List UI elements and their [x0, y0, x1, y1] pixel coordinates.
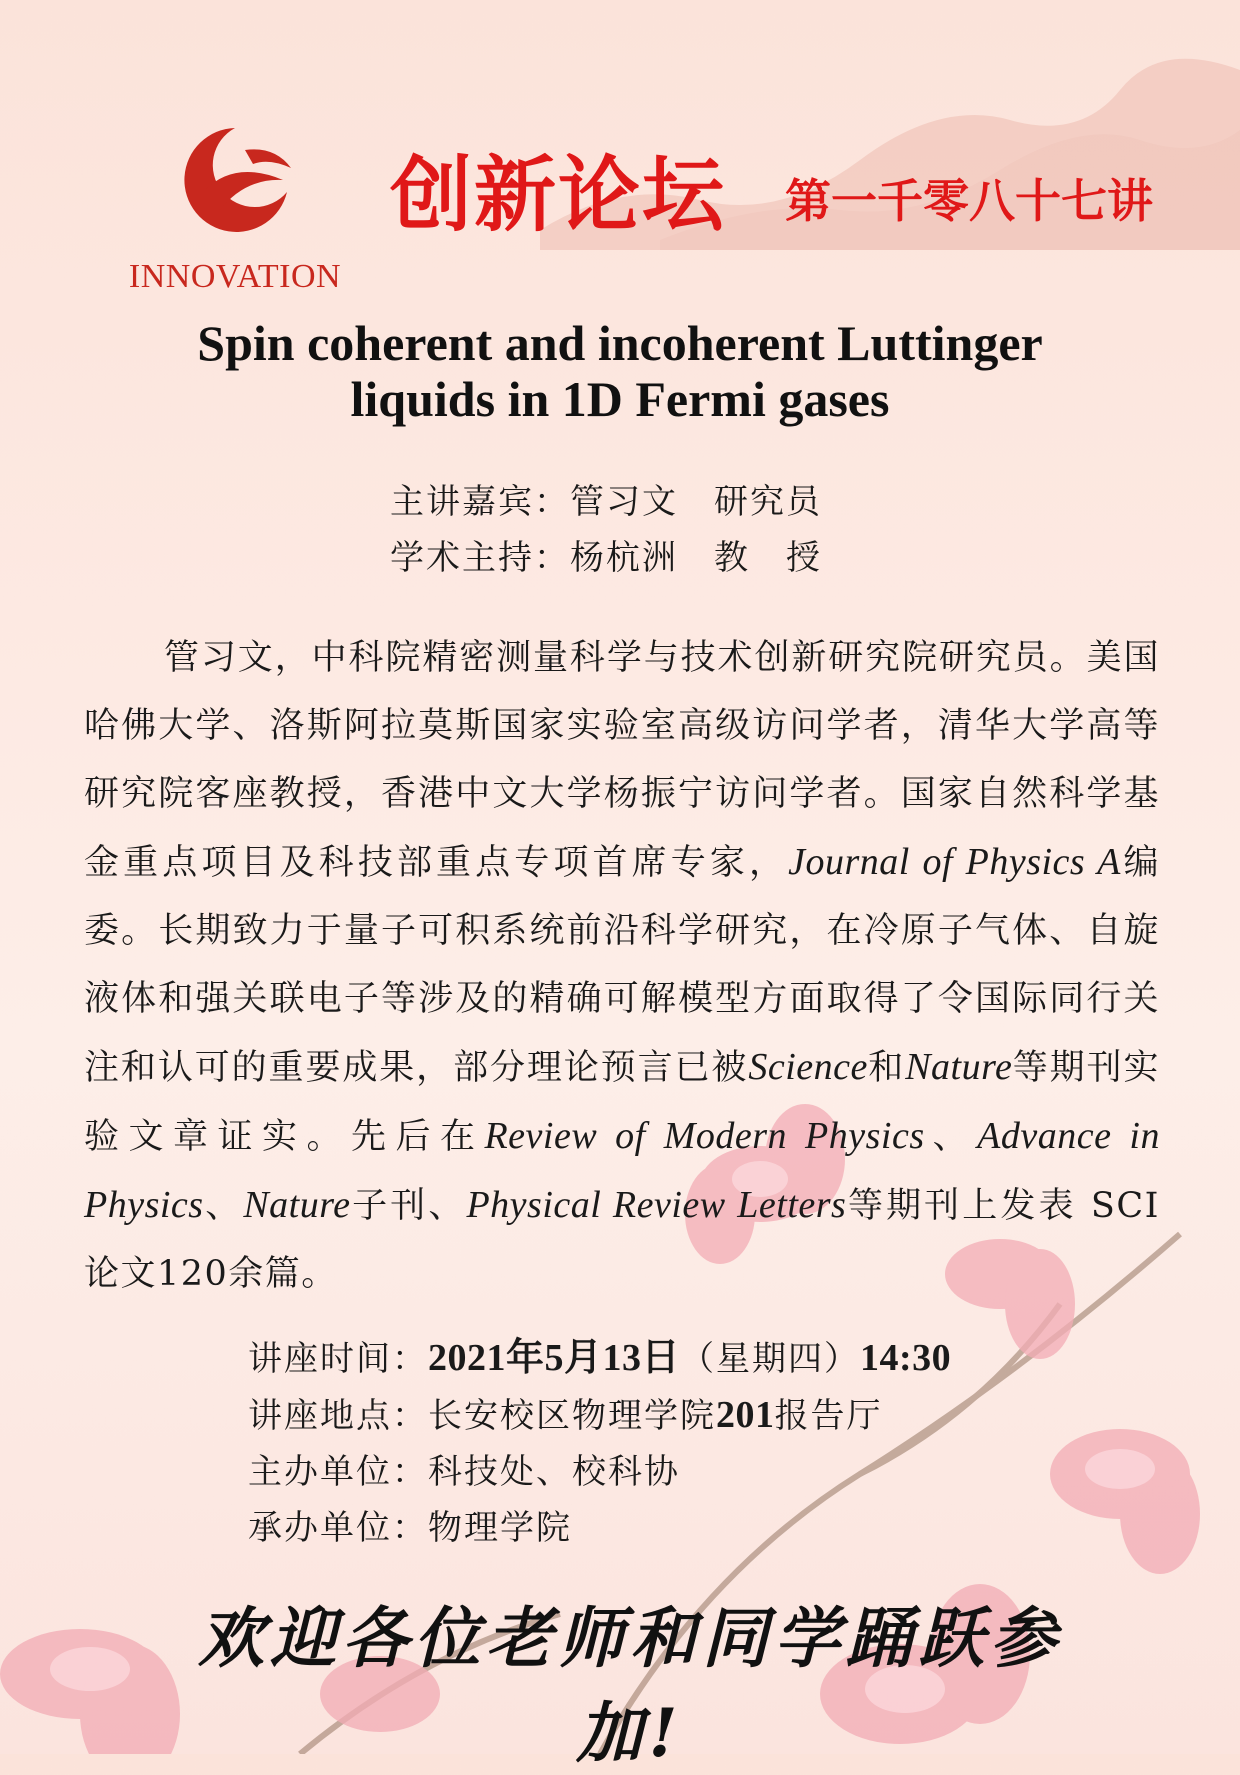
place-row: [248, 1387, 951, 1444]
place-hall: 报告厅: [774, 1396, 883, 1436]
journal-rmp: Review of Modern Physics: [484, 1115, 925, 1157]
organizer-row: [248, 1444, 951, 1500]
talk-title: [120, 315, 1120, 427]
host-row: [390, 530, 822, 586]
undertaker-row: [248, 1500, 951, 1556]
time-date: 2021年5月13日: [428, 1337, 681, 1379]
lecture-details: [248, 1330, 951, 1556]
forum-title: 创新论坛: [390, 148, 727, 243]
host-name: 杨杭洲 教 授: [570, 538, 822, 578]
bio-text-4: 子刊、: [350, 1186, 467, 1226]
speaker-biography: [84, 624, 1160, 1308]
talk-title-line-1: Spin coherent and incoherent Luttinger: [197, 315, 1043, 371]
journal-science: Science: [748, 1046, 868, 1088]
journal-name: Journal of Physics A: [788, 841, 1121, 883]
talk-title-line-2: liquids in 1D Fermi gases: [350, 371, 890, 427]
place-room: 201: [716, 1394, 775, 1436]
bio-text-3: 等期刊实验文章证实。先后在: [84, 1048, 1160, 1157]
host-label: 学术主持：: [390, 538, 570, 578]
time-row: [248, 1330, 951, 1387]
logo-text: INNOVATION: [128, 258, 342, 295]
undertaker-label: 承办单位：: [248, 1508, 428, 1548]
time-clock: 14:30: [860, 1337, 952, 1379]
journal-nature: Nature: [905, 1046, 1013, 1088]
place-campus: 长安校区物理学院: [428, 1396, 716, 1436]
bio-text-1: 管习文，中科院精密测量科学与技术创新研究院研究员。美国哈佛大学、洛斯阿拉莫斯国家实验室高级访问学者，清华大学高等研究院客座教授，香港中文大学杨振宁访问学者。国家自然科学基金重点项目及科技部重点专项首席专家，: [84, 638, 1160, 883]
place-label: 讲座地点：: [248, 1396, 428, 1436]
speaker-name: 管习文 研究员: [570, 482, 822, 522]
speaker-and-host: [390, 474, 822, 586]
bio-text-5: 等期刊上发表 SCI 论文120余篇。: [84, 1186, 1160, 1294]
journal-nature-sub: Nature: [243, 1184, 351, 1226]
organizer-label: 主办单位：: [248, 1452, 428, 1492]
welcome-message: 欢迎各位老师和同学踊跃参加!: [198, 1599, 1062, 1772]
separator: 、: [924, 1117, 978, 1157]
speaker-label: 主讲嘉宾：: [390, 482, 570, 522]
speaker-row: [390, 474, 822, 530]
bio-text-2: 编委。长期致力于量子可积系统前沿科学研究，在冷原子气体、自旋液体和强关联电子等涉及的精确可解模型方面取得了令国际同行关注和认可的重要成果，部分理论预言已被: [84, 843, 1160, 1088]
time-label: 讲座时间：: [248, 1339, 428, 1379]
journal-aip: Advance in Physics: [84, 1115, 1160, 1226]
crescent-swirl-icon: [165, 120, 305, 240]
journal-prl: Physical Review Letters: [466, 1184, 847, 1226]
organizer: 科技处、校科协: [428, 1452, 680, 1492]
lecture-number: 第一千零八十七讲: [785, 174, 1153, 228]
time-weekday: （星期四）: [680, 1339, 861, 1379]
conjunction: 和: [867, 1048, 906, 1088]
undertaker: 物理学院: [428, 1508, 572, 1548]
innovation-logo: [125, 120, 345, 295]
separator: 、: [203, 1186, 244, 1226]
